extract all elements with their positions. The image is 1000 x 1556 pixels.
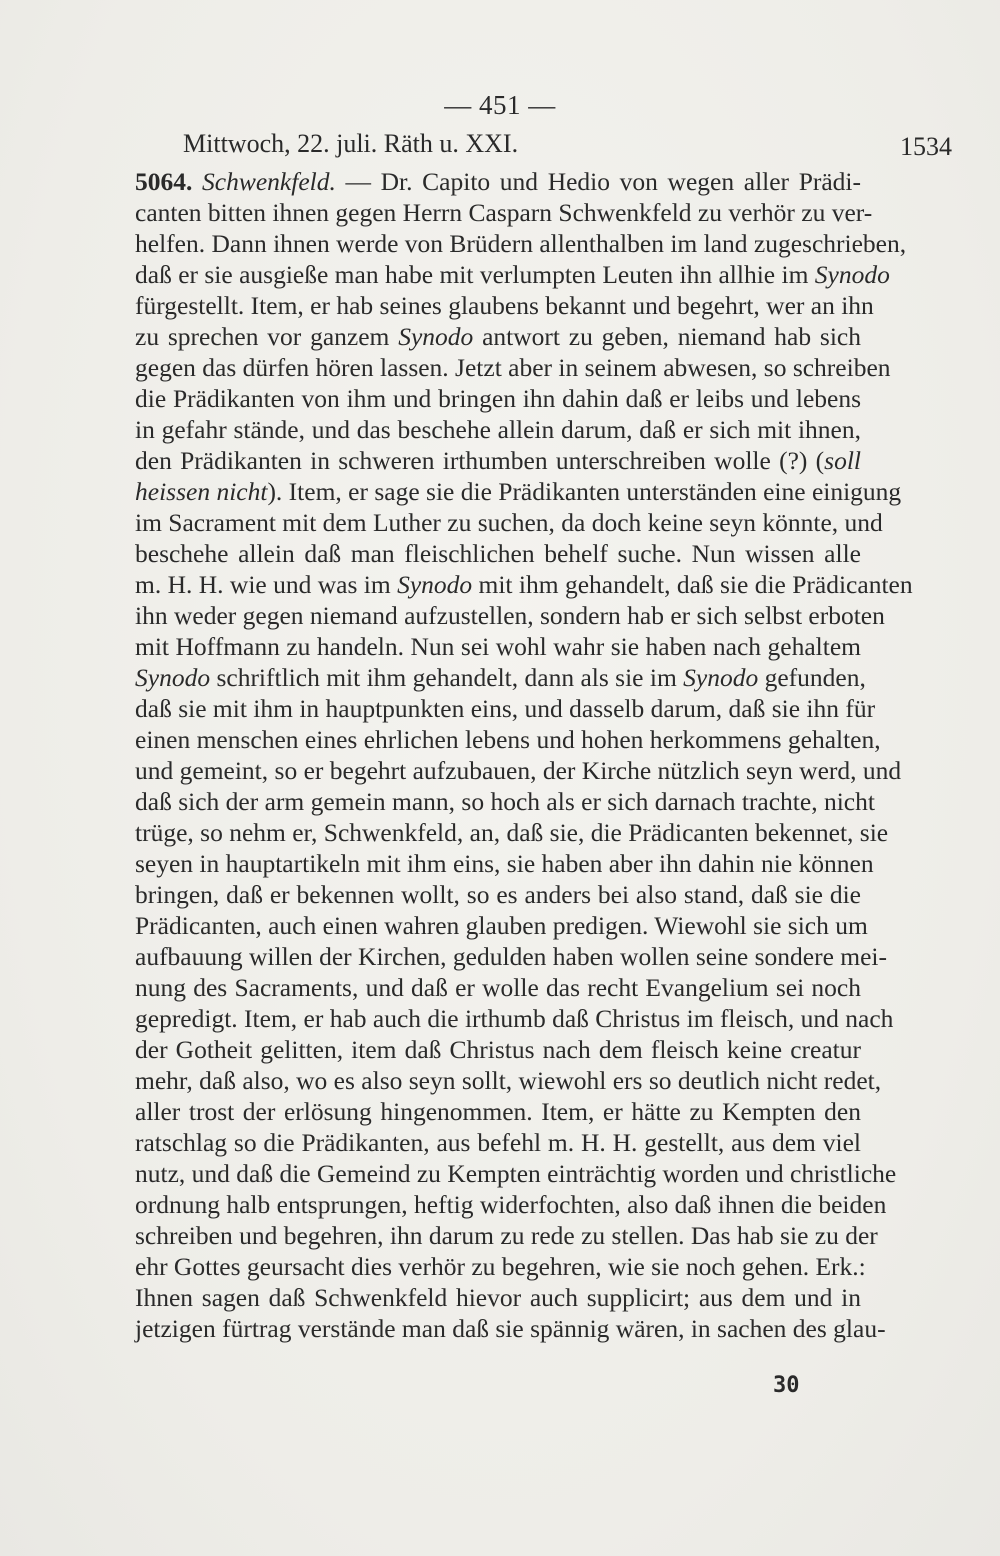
text-line [135,600,885,631]
text-line [135,290,874,321]
margin-year: 1534 [900,132,952,161]
text-run: — Dr. Capito und Hedio von wegen aller Prädi- [335,167,862,196]
text-run: ihn weder gegen niemand aufzustellen, sondern hab er sich selbst erboten [135,601,885,630]
text-line [135,724,881,755]
text-run: die Prädikanten von ihm und bringen ihn dahin daß er leibs und lebens [135,384,861,413]
text-run: gefunden, [758,663,866,692]
text-line [135,662,866,693]
text-run: trüge, so nehm er, Schwenkfeld, an, daß sie, die Prädicanten bekennet, sie [135,818,889,847]
text-line [135,1282,861,1313]
signature-mark: 30 [773,1373,800,1398]
text-run: einen menschen eines ehrlichen lebens und hohen herkommens gehalten, [135,725,881,754]
text-line [135,817,889,848]
entry-number: 5064. [135,167,193,196]
text-line [135,1003,894,1034]
text-line [135,507,883,538]
text-line [135,569,913,600]
italic-term: soll [824,446,861,475]
italic-term: Synodo [135,663,211,692]
text-run: aufbauung willen der Kirchen, gedulden haben wollen seine sondere mei- [135,942,887,971]
text-run: schriftlich mit ihm gehandelt, dann als sie im [210,663,684,692]
text-line [135,1096,861,1127]
italic-term: heissen nicht [135,477,268,506]
text-line [135,1251,866,1282]
text-run [192,167,202,196]
text-run: fürgestellt. Item, er hab seines glaubens bekannt und begehrt, wer an ihn [135,291,874,320]
text-line [135,631,861,662]
text-line [135,848,874,879]
italic-term: Schwenkfeld. [202,167,336,196]
text-line [135,1220,878,1251]
text-line [135,1127,861,1158]
text-line [135,941,887,972]
text-run: Ihnen sagen daß Schwenkfeld hievor auch supplicirt; aus dem und in [135,1283,861,1312]
text-run: mit ihm gehandelt, daß sie die Prädicanten [472,570,913,599]
text-run: daß sie mit ihm in hauptpunkten eins, und dasselb darum, daß sie ihn für [135,694,876,723]
text-run: jetzigen fürtrag verstände man daß sie spännig wären, in sachen des glau- [135,1314,886,1343]
text-run: antwort zu geben, niemand hab sich [473,322,861,351]
text-line [135,228,907,259]
text-line [135,259,890,290]
text-run: daß er sie ausgieße man habe mit verlumpten Leuten ihn allhie im [135,260,815,289]
text-line [135,538,861,569]
text-run: mehr, daß also, wo es also seyn sollt, wiewohl ers so deutlich nicht redet, [135,1066,882,1095]
text-run: m. H. H. wie und was im [135,570,398,599]
italic-term: Synodo [814,260,890,289]
text-run: in gefahr stände, und das beschehe allein darum, daß er sich mit ihnen, [135,415,861,444]
date-heading: Mittwoch, 22. juli. Räth u. XXI. [183,129,519,158]
text-line [135,910,868,941]
text-line [135,972,861,1003]
text-run: seyen in hauptartikeln mit ihm eins, sie haben aber ihn dahin nie können [135,849,874,878]
text-run: bringen, daß er bekennen wollt, so es anders bei also stand, daß sie die [135,880,861,909]
text-line [135,693,876,724]
text-line [135,383,861,414]
text-line [135,352,891,383]
page-number: — 451 — [444,90,556,120]
text-run: ). Item, er sage sie die Prädikanten unterständen eine einigung [267,477,902,506]
text-run: gegen das dürfen hören lassen. Jetzt aber in seinem abwesen, so schreiben [135,353,891,382]
text-line [135,1189,887,1220]
text-run: nung des Sacraments, und daß er wolle das recht Evangelium sei noch [135,973,861,1002]
text-run: und gemeint, so er begehrt aufzubauen, der Kirche nützlich seyn werd, und [135,756,902,785]
text-run: der Gotheit gelitten, item daß Christus nach dem fleisch keine creatur [135,1035,861,1064]
text-line [135,166,861,197]
text-line [135,755,902,786]
italic-term: Synodo [683,663,759,692]
entry-body [135,166,913,1344]
text-run: im Sacrament mit dem Luther zu suchen, da doch keine seyn könnte, und [135,508,883,537]
text-line [135,414,861,445]
text-line [135,1034,861,1065]
text-run: ehr Gottes geursacht dies verhör zu begehren, wie sie noch gehen. Erk.: [135,1252,866,1281]
text-line [135,1158,897,1189]
text-run: gepredigt. Item, er hab auch die irthumb daß Christus im fleisch, und nach [135,1004,894,1033]
text-run: zu sprechen vor ganzem [135,322,399,351]
text-line [135,879,861,910]
text-line [135,1065,882,1096]
text-line [135,786,875,817]
italic-term: Synodo [397,570,473,599]
text-line [135,445,861,476]
text-run: den Prädikanten in schweren irthumben unterschreiben wolle (?) ( [135,446,825,475]
text-run: schreiben und begehren, ihn darum zu rede zu stellen. Das hab sie zu der [135,1221,878,1250]
italic-term: Synodo [398,322,474,351]
text-run: ordnung halb entsprungen, heftig widerfochten, also daß ihnen die beiden [135,1190,887,1219]
text-run: beschehe allein daß man fleischlichen behelf suche. Nun wissen alle [135,539,861,568]
text-run: canten bitten ihnen gegen Herrn Casparn Schwenkfeld zu verhör zu ver- [135,198,873,227]
text-run: aller trost der erlösung hingenommen. Item, er hätte zu Kempten den [135,1097,861,1126]
text-line [135,1313,886,1344]
text-run: mit Hoffmann zu handeln. Nun sei wohl wahr sie haben nach gehaltem [135,632,861,661]
text-line [135,476,902,507]
text-run: daß sich der arm gemein mann, so hoch als er sich darnach trachte, nicht [135,787,875,816]
text-run: helfen. Dann ihnen werde von Brüdern allenthalben im land zugeschrieben, [135,229,907,258]
text-line [135,197,873,228]
text-run: ratschlag so die Prädikanten, aus befehl m. H. H. gestellt, aus dem viel [135,1128,861,1157]
text-run: Prädicanten, auch einen wahren glauben predigen. Wiewohl sie sich um [135,911,868,940]
text-line [135,321,861,352]
text-run: nutz, und daß die Gemeind zu Kempten einträchtig worden und christliche [135,1159,897,1188]
